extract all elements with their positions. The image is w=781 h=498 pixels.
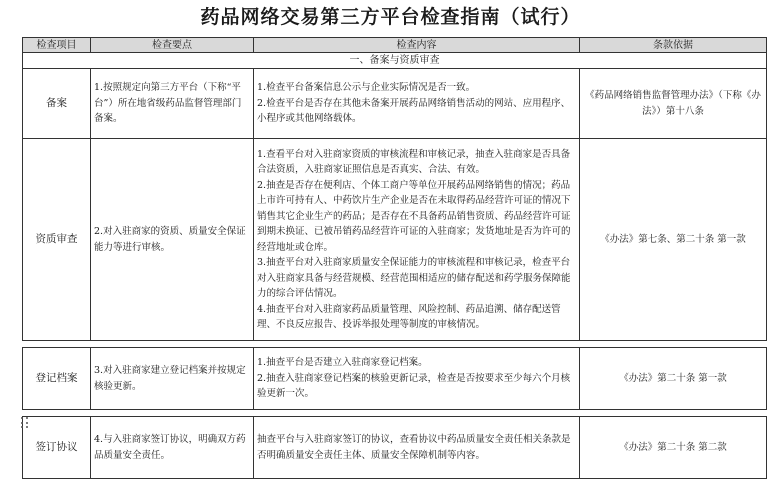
row-basis: 《办法》第二十条 第二款 xyxy=(580,417,767,479)
row-basis: 《办法》第二十条 第一款 xyxy=(580,348,767,410)
row-point: 4.与入驻商家签订协议，明确双方药品质量安全责任。 xyxy=(91,417,254,479)
content-line: 1.抽查平台是否建立入驻商家登记档案。 xyxy=(257,357,428,369)
content-line: 4.抽查平台对入驻商家药品质量管理、风险控制、药品追溯、储存配送管理、不良反应报告、投诉举报处理等制度的审核情况。 xyxy=(257,303,561,330)
table-row xyxy=(23,348,767,410)
section-title: 一、备案与资质审查 xyxy=(23,53,767,69)
content-line: 3.抽查平台对入驻商家质量安全保证能力的审核流程和审核记录，检查平台对入驻商家具备与经营规模、经营范围相适应的储存配送和药学服务保障能力的综合评估情况。 xyxy=(257,257,571,299)
content-line: 1.查看平台对入驻商家资质的审核流程和审核记录，抽查入驻商家是否具备合法资质，入驻商家证照信息是否真实、合法、有效。 xyxy=(257,148,571,175)
row-point: 3.对入驻商家建立登记档案并按规定核验更新。 xyxy=(91,348,254,410)
row-point: 1.按照规定向第三方平台（下称“平台”）所在地省级药品监督管理部门备案。 xyxy=(91,69,254,139)
header-basis: 条款依据 xyxy=(580,38,767,53)
row-gap xyxy=(23,410,767,417)
header-item: 检查项目 xyxy=(23,38,91,53)
row-content xyxy=(254,139,580,341)
row-item: 资质审查 xyxy=(23,139,91,341)
row-item: 登记档案 xyxy=(23,348,91,410)
content-line: 2.检查平台是否存在其他未备案开展药品网络销售活动的网站、应用程序、小程序或其他网络载体。 xyxy=(257,97,571,125)
header-content: 检查内容 xyxy=(254,38,580,53)
row-basis: 《药品网络销售监督管理办法》（下称《办法》）第十八条 xyxy=(580,69,767,139)
content-line: 2.抽查入驻商家登记档案的核验更新记录，检查是否按要求至少每六个月核验更新一次。 xyxy=(257,372,571,400)
gap-cell xyxy=(23,341,767,348)
content-line: 2.抽查是否存在便利店、个体工商户等单位开展药品网络销售的情况；药品上市许可持有人、中药饮片生产企业是否在未取得药品经营许可证的情况下销售其它企业生产的药品；是否存在不具备药品销售资质、药品经营许可证到期未换证、已被吊销药品经营许可证的入驻商家；发货地址是否为许可的经营地址或仓库。 xyxy=(257,179,571,253)
table-row xyxy=(23,69,767,139)
header-point: 检查要点 xyxy=(91,38,254,53)
document-title: 药品网络交易第三方平台检查指南（试行） xyxy=(200,6,581,28)
row-content xyxy=(254,417,580,479)
table-row xyxy=(23,139,767,341)
table-header-row xyxy=(23,38,767,53)
row-basis: 《办法》第七条、第二十条 第一款 xyxy=(580,139,767,341)
row-point: 2.对入驻商家的资质、质量安全保证能力等进行审核。 xyxy=(91,139,254,341)
row-item: 签订协议 xyxy=(23,417,91,479)
row-item: 备案 xyxy=(23,69,91,139)
content-line: 1.检查平台备案信息公示与企业实际情况是否一致。 xyxy=(257,82,476,94)
row-content xyxy=(254,69,580,139)
inspection-guide-table xyxy=(22,37,767,479)
row-content xyxy=(254,348,580,410)
table-row xyxy=(23,417,767,479)
row-gap xyxy=(23,341,767,348)
row-drag-handle-icon[interactable] xyxy=(21,417,29,429)
section-row xyxy=(23,53,767,69)
content-line: 抽查平台与入驻商家签订的协议，查看协议中药品质量安全责任相关条款是否明确质量安全责任主体、质量安全保障机制等内容。 xyxy=(257,434,571,461)
gap-cell xyxy=(23,410,767,417)
